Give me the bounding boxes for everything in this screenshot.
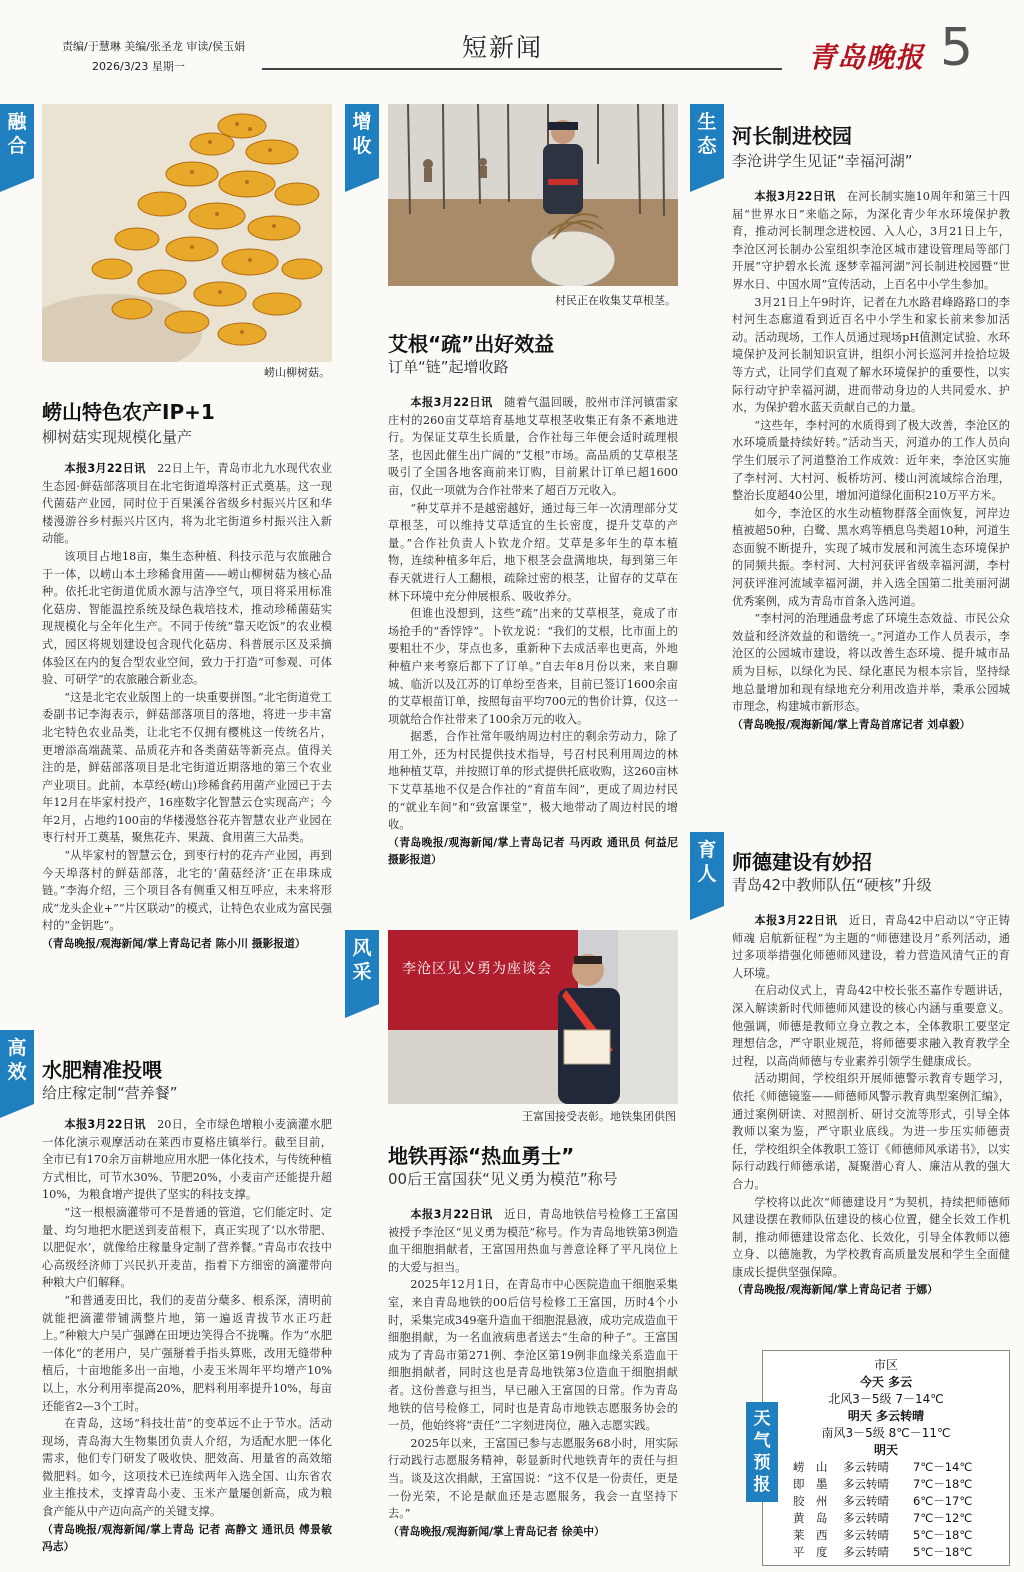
weather-tomorrow: 明天 多云转晴: [847, 1409, 925, 1423]
section-tag-gaoxiao: 高 效: [0, 1030, 34, 1104]
article-subhead: 给庄稼定制“营养餐”: [42, 1084, 178, 1102]
editors-line: 责编/于慧琳 美编/张圣龙 审读/侯玉娟: [62, 40, 246, 53]
weather-forecast-box: [762, 1350, 1010, 1566]
article-headline: 艾根“疏”出好效益: [388, 332, 555, 356]
article-headline: 水肥精准投喂: [42, 1058, 162, 1082]
article-body: 本报3月22日讯 近日，青岛地铁信号检修工王富国被授予李沧区“见义勇为模范”称号。作为青岛地铁第3例造血干细胞捐献者，王富国用热血与善意诠释了平凡岗位上的大爱与担当。 2025年12月1日，在青岛市中心医院造血干细胞采集室，来自青岛地铁的00后信号检修工王富国，历时4个小时，采集完成349毫升造血干细胞混悬液，成功完成造血干细胞捐献，为一名血液病患者送去“生命的种子”。王富国成为了青岛市第271例、李沧区第19例非血缘关系造血干细胞捐献者，同时这也是青岛地铁第3位造血干细胞捐献者。这份善意与担当，早已融入王富国的日常。作为青岛地铁的信号检修工，同时也是青岛市地铁志愿服务协会的一员，他始终将“责任”二字刻进岗位，融入志愿实践。 2025年以来，王富国已参与志愿服务68小时，用实际行动践行志愿服务精神，彰显新时代地铁青年的责任与担当。谈及这次捐献，王富国说：“这不仅是一份责任，更是一份光荣，不论是献血还是志愿服务，我会一直坚持下去。” （青岛晚报/观海新闻/掌上青岛记者 徐美中）: [388, 1206, 678, 1568]
weather-region: 市区: [873, 1358, 898, 1372]
masthead-rule: [262, 68, 782, 70]
paper-logo: 青岛晚报: [808, 41, 925, 74]
article-subhead: 柳树菇实现规模化量产: [42, 428, 193, 446]
section-tag-ronghe: 融 合: [0, 104, 34, 178]
article-byline: （青岛晚报/观海新闻/掌上青岛记者 马丙政 通讯员 何益尼 摄影报道）: [388, 835, 678, 867]
photo-caption: 王富国接受表彰。地铁集团供图: [522, 1110, 676, 1123]
article-byline: （青岛晚报/观海新闻/掌上青岛 记者 高静文 通讯员 傅景敏 冯志）: [42, 1522, 332, 1554]
article-byline: （青岛晚报/观海新闻/掌上青岛记者 于娜）: [732, 1283, 938, 1297]
weather-tomorrow-heading: 明天: [873, 1443, 898, 1457]
weather-row: 崂 山 多云转晴 7℃－14℃: [793, 1460, 973, 1474]
photo-banner-text: 李沧区见义勇为座谈会: [402, 961, 552, 977]
article-headline: 河长制进校园: [732, 124, 852, 148]
weather-row: 莱 西 多云转晴 5℃－18℃: [793, 1528, 973, 1542]
article-body: 本报3月22日讯 20日，全市绿色增粮小麦滴灌水肥一体化演示观摩活动在莱西市夏格庄镇举行。截至目前，全市已有170余万亩耕地应用水肥一体化技术，与传统种植方式相比，可节水30%、节肥20%，小麦亩产还能提升超10%，为粮食增产提供了坚实的科技支撑。 “这一根根滴灌带可不是普通的管道，它们能定时、定量、均匀地把水肥送到麦苗根下，真正实现了‘以水带肥、以肥促水’，就像给庄稼量身定制了营养餐。”青岛市农技中心高级经济师丁兴民扒开麦苗，指着下方细密的滴灌带向种粮大户们解释。 “和普通麦田比，我们的麦苗分蘖多、根系深，清明前就能把滴灌带铺满整片地，第一遍返青拔节水正巧赶上。”种粮大户吴广强蹲在田埂边笑得合不拢嘴。作为“水肥一体化”的老用户，吴广强掰着手指头算账，改用无缝带种植后，十亩地能多出一亩地，小麦玉米周年平均增产10%以上，水分利用率提高20%，肥料利用率提升10%，每亩还能省2—3个工时。 在青岛，这场“科技壮苗”的变革远不止于节水。活动现场，青岛海大生物集团负责人介绍，为适配水肥一体化需求，他们专门研发了吸收快、肥效高、用量省的高效缩微肥料。如今，这项技术已连续两年入选全国、山东省农业主推技术，支撑青岛小麦、玉米产量屡创新高，成为粮食产能从中产迈向高产的关键支撑。 （青岛晚报/观海新闻/掌上青岛 记者 高静文 通讯员 傅景敏 冯志）: [42, 1116, 332, 1568]
farm-photo: [388, 104, 678, 286]
farm-icon: [388, 104, 678, 286]
article-headline: 地铁再添“热血勇士”: [388, 1144, 575, 1168]
weather-row: 胶 州 多云转晴 6℃－17℃: [793, 1494, 973, 1508]
weather-row: 即 墨 多云转晴 7℃－18℃: [793, 1477, 973, 1491]
weather-row: 黄 岛 多云转晴 7℃－12℃: [793, 1511, 973, 1525]
article-headline: 师德建设有妙招: [732, 850, 872, 874]
article-byline: （青岛晚报/观海新闻/掌上青岛记者 陈小川 摄影报道）: [42, 937, 306, 951]
article-subhead: 青岛42中教师队伍“硬核”升级: [732, 876, 932, 894]
section-tag-yuren: 育 人: [690, 832, 724, 906]
masthead: [0, 0, 1024, 92]
weather-row: 平 度 多云转晴 5℃－18℃: [793, 1545, 973, 1559]
page-number: 5: [940, 18, 974, 78]
article-subhead: 00后王富国获“见义勇为模范”称号: [388, 1170, 618, 1188]
award-icon: [388, 930, 678, 1104]
article-body: 本报3月22日讯 22日上午，青岛市北九水现代农业生态园·鲜菇部落项目在北宅街道埠落村正式奠基。这一现代菌菇产业园，同时位于百果溪谷省级乡村振兴片区和华楼漫游谷乡村振兴片区内，将为北宅街道乡村振兴注入新动能。 该项目占地18亩，集生态种植、科技示范与农旅融合于一体，以崂山本土珍稀食用菌——崂山柳树菇为核心品种。依托北宅街道优质水源与洁净空气，项目将采用标准化菇房、智能温控系统及绿色栽培技术，推动珍稀菌菇实现规模化与全年化生产。不同于传统“靠天吃饭”的农业模式，园区将规划建设包含现代化菇房、科普展示区及采摘体验区在内的复合型农业空间，致力于打造“可参观、可体验、可研学”的农旅融合新业态。 “这是北宅农业版图上的一块重要拼图。”北宅街道党工委副书记李海表示，鲜菇部落项目的落地，将进一步丰富北宅特色农业品类，让北宅不仅拥有樱桃这一传统名片，更增添高端蔬菜、品质花卉和各类菌菇等新亮点。值得关注的是，鲜菇部落项目是北宅街道近期落地的第三个农业产业项目。此前，本草经(崂山)珍稀食药用菌产业园已于去年12月在毕家村投产，16座数字化智慧云仓实现高产；今年2月，占地约100亩的华楼漫悠谷花卉智慧农业产业园在枣行村开工奠基，聚焦花卉、果蔬、食用菌三大品类。 “从毕家村的智慧云仓，到枣行村的花卉产业园，再到今天埠落村的鲜菇部落，北宅的‘菌菇经济’正在串珠成链。”李海介绍，三个项目各有侧重又相互呼应，未来将形成“龙头企业+”“片区联动”的模式，让特色农业成为富民强村的“金钥匙”。 （青岛晚报/观海新闻/掌上青岛记者 陈小川 摄影报道）: [42, 460, 332, 1018]
article-byline: （青岛晚报/观海新闻/掌上青岛记者 徐美中）: [388, 1524, 605, 1538]
weather-tag: 天 气 预 报: [746, 1402, 778, 1502]
article-body: 本报3月22日讯 近日，青岛42中启动以“守正铸师魂 启航新征程”为主题的“师德建设月”系列活动，通过多项举措强化师德师风建设，着力营造风清气正的育人环境。 在启动仪式上，青岛42中校长张丕嘉作专题讲话，深入解读新时代师德师风建设的核心内涵与重要意义。他强调，师德是教师立身立教之本，全体教职工要坚定理想信念，严守职业规范，将师德要求融入教育教学全过程，以高尚师德与专业素养引领学生健康成长。 活动期间，学校组织开展师德警示教育专题学习，依托《师德镜鉴——师德师风警示教育典型案例汇编》，通过案例研读、对照剖析、研讨交流等形式，引导全体教师以案为鉴，严守职业底线。为进一步压实师德责任，学校组织全体教职工签订《师德师风承诺书》，以实际行动践行师德承诺，凝聚潜心育人、廉洁从教的强大合力。 学校将以此次“师德建设月”为契机，持续把师德师风建设摆在教师队伍建设的核心位置，健全长效工作机制，推动师德建设常态化、长效化，引导全体教师以德立身、以德施教，为学校教育高质量发展和学生全面健康成长提供坚强保障。 （青岛晚报/观海新闻/掌上青岛记者 于娜）: [732, 912, 1010, 1336]
weather-today-wind: 北风3－5级 7－14℃: [828, 1392, 944, 1406]
photo-caption: 崂山柳树菇。: [264, 366, 330, 379]
article-subhead: 订单“链”起增收路: [388, 358, 509, 376]
photo-caption: 村民正在收集艾草根茎。: [555, 294, 676, 307]
article-headline: 崂山特色农产IP+1: [42, 400, 215, 424]
article-body: 本报3月22日讯 在河长制实施10周年和第三十四届“世界水日”来临之际，为深化青少年水环境保护教育，推动河长制理念进校园、入人心，3月21日上午，李沧区河长制办公室组织李沧区城市建设管理局等部门开展“守护碧水长流 逐梦幸福河湖”河长制进校园暨“世界水日、中国水周”宣传活动，上百名中小学生参加。 3月21日上午9时许，记者在九水路君峰路路口的李村河生态廊道看到近百名中小学生和家长前来参加活动。活动现场，工作人员通过现场pH值测定试验、水环境保护及河长制知识宣讲，组织小河长巡河并捡拾垃圾等方式，让同学们直观了解水环境保护的重要性，以实际行动守护幸福河湖，进而带动身边的人共同爱水、护水，为保护碧水蓝天贡献自己的力量。 “这些年，李村河的水质得到了极大改善，李沧区的水环境质量持续好转。”活动当天，河道办的工作人员向学生们展示了河道整治工作成效：近年来，李沧区实施了李村河、大村河、板桥坊河、楼山河流域综合治理，整治长度超40公里，增加河道绿化面积210万平方米。 如今，李沧区的水生动植物群落全面恢复，河岸边植被超50种，白鹭、黑水鸡等栖息鸟类超10种，河道生态面貌不断提升，实现了城市发展和河流生态环境保护的同频共振。李村河、大村河获评省级幸福河湖，李村河获评淮河流域幸福河湖，并入选全国第二批美丽河湖优秀案例，成为青岛市首条入选河道。 “李村河的治理通盘考虑了环境生态效益、市民公众效益和经济效益的和谐统一。”河道办工作人员表示，李沧区的公园城市建设，将以改善生态环境、提升城市品质为目标，以绿化为民、绿化惠民为根本宗旨，坚持绿地总量增加和现有绿地充分利用改造并举，秉承公园城市理念，构建城市新形态。 （青岛晚报/观海新闻/掌上青岛首席记者 刘卓毅）: [732, 188, 1010, 810]
section-title: 短新闻: [462, 33, 544, 62]
mushroom-photo: [42, 104, 332, 362]
section-tag-shengtai: 生 态: [690, 104, 724, 178]
issue-date: 2026/3/23 星期一: [92, 60, 185, 73]
article-subhead: 李沧讲学生见证“幸福河湖”: [732, 152, 913, 170]
section-tag-zengshou: 增 收: [345, 104, 379, 178]
article-body: 本报3月22日讯 随着气温回暖，胶州市洋河镇雷家庄村的260亩艾草培育基地艾草根茎收集正有条不紊地进行。为保证艾草生长质量，合作社每三年便会适时疏理根茎，也因此催生出广阔的“艾根”市场。高品质的艾草根茎吸引了全国各地客商前来订购，目前累计订单已超1600亩，仅此一项就为合作社带来了超百万元收入。 “种艾草并不是越密越好，通过每三年一次清理部分艾草根茎，可以维持艾草适宜的生长密度，提升艾草的产量。”合作社负责人卜钦龙介绍。艾草是多年生的草本植物，连续种植多年后，地下根茎会盘满地块，每到第三年春天就进行人工翻根，疏除过密的根茎，让留存的艾草在林下环境中充分伸展根系、吸收养分。 但谁也没想到，这些“疏”出来的艾草根茎，竟成了市场抢手的“香饽饽”。卜钦龙说：“我们的艾根，比市面上的要粗壮不少，芽点也多，重新种下去成活率也更高，外地种植户来考察后都下了订单。”自去年8月份以来，来自聊城、临沂以及江苏的订单纷至沓来，目前已签订1600余亩的艾草根苗订单，按照每亩平均700元的售价计算，仅这一项就给合作社带来了100余万元的收入。 据悉，合作社常年吸纳周边村庄的剩余劳动力，除了用工外，还为村民提供技术指导，号召村民利用周边的林地种植艾草，并按照订单的形式提供托底收购，这260亩林下艾草基地不仅是合作社的“育苗车间”，更成了周边村民的“就业车间”和“致富课堂”，极大地带动了周边村民的增收。 （青岛晚报/观海新闻/掌上青岛记者 马丙政 通讯员 何益尼 摄影报道）: [388, 394, 678, 914]
section-tag-fengcai: 风 采: [345, 930, 379, 1004]
weather-tomorrow-wind: 南风3－5级 8℃－11℃: [821, 1426, 951, 1440]
weather-today: 今天 多云: [859, 1375, 913, 1389]
award-photo: [388, 930, 678, 1104]
article-byline: （青岛晚报/观海新闻/掌上青岛首席记者 刘卓毅）: [732, 717, 971, 731]
mushroom-icon: [42, 104, 332, 362]
